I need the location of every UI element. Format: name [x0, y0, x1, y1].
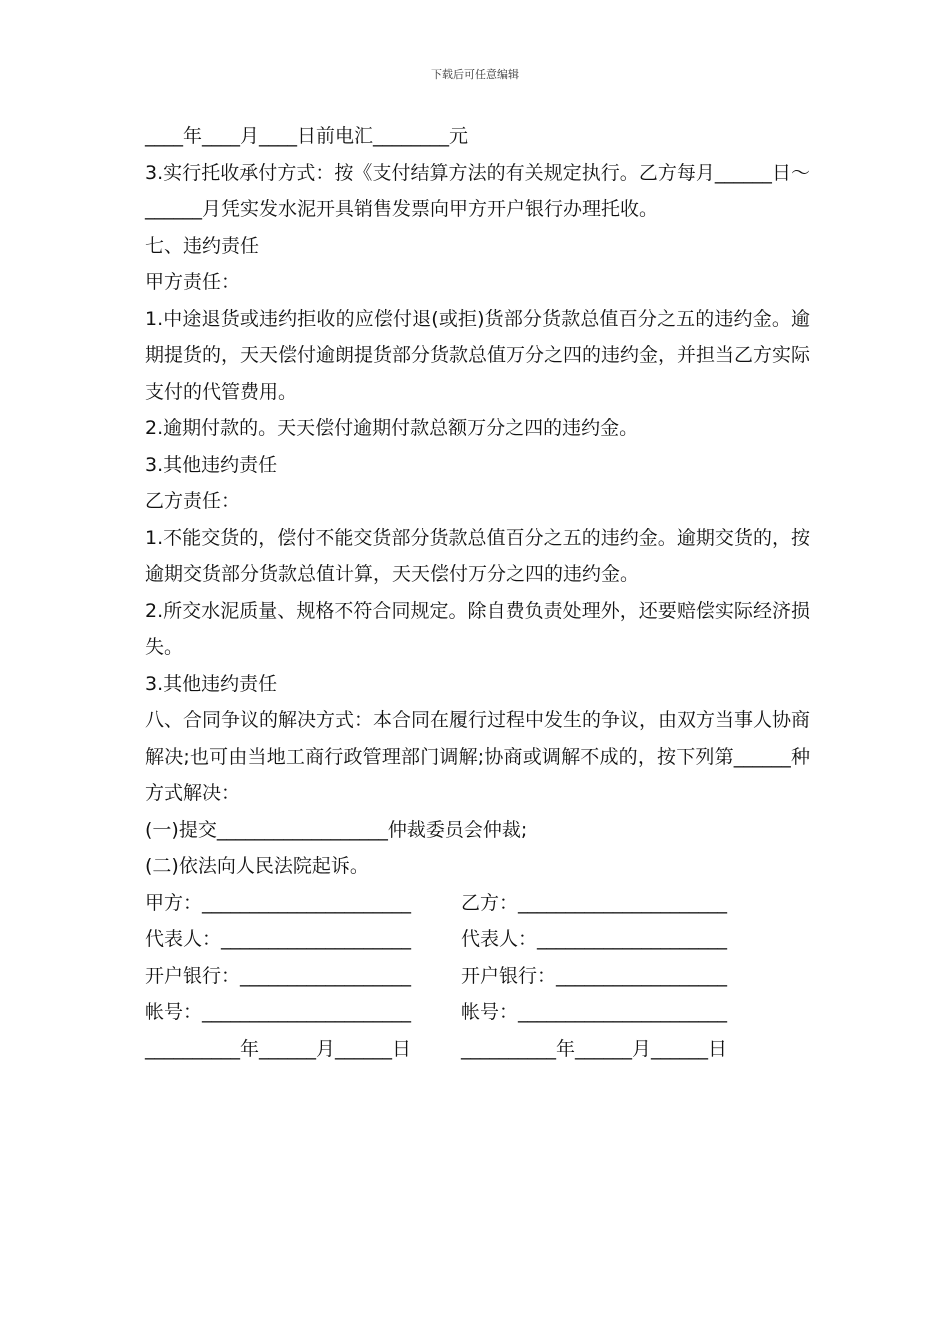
party-a-name-field: 甲方：______________________ — [145, 891, 412, 914]
signature-row-party — [145, 885, 810, 922]
section-heading-breach: 七、违约责任 — [145, 234, 260, 257]
party-b-representative-field: 代表人：____________________ — [461, 928, 728, 950]
dispute-resolution-clause: 八、合同争议的解决方式：本合同在履行过程中发生的争议，由双方当事人协商解决;也可由当地工商行政管理部门调解;协商或调解不成的，按下列第______种方式解决： — [145, 709, 811, 804]
party-b-bank-field: 开户银行：__________________ — [461, 964, 728, 987]
party-b-date-field: __________年______月______日 — [461, 1037, 728, 1060]
party-a-date-field: __________年______月______日 — [145, 1037, 412, 1060]
signature-row-account — [145, 994, 810, 1031]
party-b-liability-item-1: 1.不能交货的，偿付不能交货部分货款总值百分之五的违约金。逾期交货的，按逾期交货部分货款总值计算，天天偿付万分之四的违约金。 — [145, 526, 810, 585]
dispute-option-court: (二)依法向人民法院起诉。 — [145, 855, 369, 877]
party-b-liability-item-3: 3.其他违约责任 — [145, 672, 278, 695]
signature-row-bank — [145, 958, 810, 995]
payment-date-line: ____年____月____日前电汇________元 — [145, 125, 469, 147]
party-b-account-field: 帐号：______________________ — [461, 1001, 728, 1023]
party-a-representative-field: 代表人：____________________ — [145, 928, 412, 950]
party-b-liability-heading: 乙方责任： — [145, 490, 241, 512]
contract-body — [145, 118, 810, 1067]
dispute-option-arbitration: (一)提交__________________仲裁委员会仲裁; — [145, 818, 528, 841]
party-a-liability-item-1: 1.中途退货或违约拒收的应偿付退(或拒)货部分货款总值百分之五的违约金。逾期提货的，天天偿付逾朗提货部分货款总值万分之四的违约金，并担当乙方实际支付的代管费用。 — [145, 307, 811, 403]
party-a-liability-item-3: 3.其他违约责任 — [145, 453, 278, 476]
party-a-liability-heading: 甲方责任： — [145, 271, 241, 293]
party-a-liability-item-2: 2.逾期付款的。天天偿付逾期付款总额万分之四的违约金。 — [145, 417, 639, 439]
signature-block — [145, 885, 810, 1068]
party-b-name-field: 乙方：______________________ — [461, 891, 728, 914]
party-a-account-field: 帐号：______________________ — [145, 1001, 412, 1023]
collection-payment-clause: 3.实行托收承付方式：按《支付结算方法的有关规定执行。乙方每月______日～ ______月凭实发水泥开具销售发票向甲方开户银行办理托收。 — [145, 161, 810, 220]
party-b-liability-item-2: 2.所交水泥质量、规格不符合同规定。除自费负责处理外，还要赔偿实际经济损失。 — [145, 599, 810, 658]
signature-row-date — [145, 1031, 810, 1068]
signature-row-representative — [145, 921, 810, 958]
page-header-note: 下载后可任意编辑 — [431, 68, 519, 81]
party-a-bank-field: 开户银行：__________________ — [145, 964, 412, 987]
